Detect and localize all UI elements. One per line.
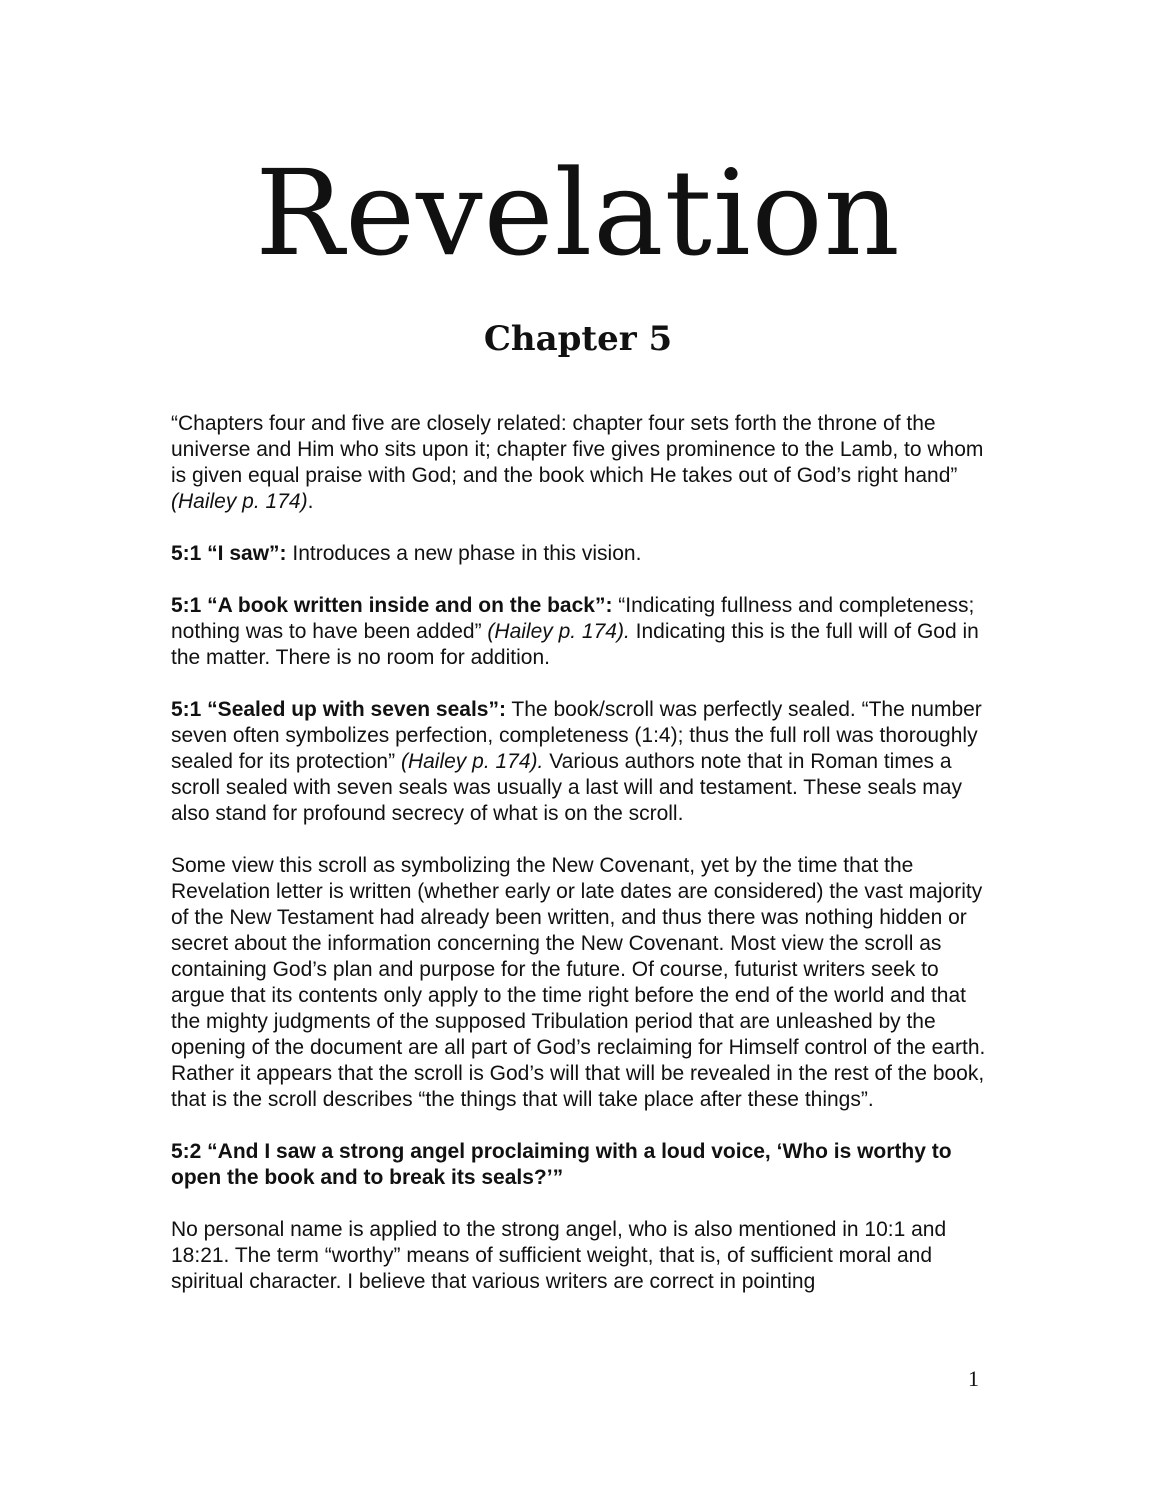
intro-paragraph bbox=[171, 411, 991, 515]
verse-note-5-1-i-saw bbox=[171, 541, 991, 567]
paragraph-end: . bbox=[307, 490, 314, 513]
paragraph-text: Some view this scroll as symbolizing the New Covenant, yet by the time that the Revelation letter is written (whether early or late dates are considered) the vast majority of the New Testament had already been written, and thus there was nothing hidden or secret about the information concerning the New Covenant. Most view the scroll as containing God’s plan and purpose for the future. Of course, futurist writers seek to argue that its contents only apply to the time right before the end of the world and that the mighty judgments of the supposed Tribulation period that are unleashed by the opening of the document are all part of God’s reclaiming for Himself control of the earth. Rather it appears that the scroll is God’s will that will be revealed in the rest of the book, that is the scroll describes “the things that will take place after these things”. bbox=[171, 854, 986, 1111]
citation: (Hailey p. 174). bbox=[487, 620, 630, 643]
verse-heading: 5:1 “Sealed up with seven seals”: bbox=[171, 698, 506, 721]
body-text bbox=[171, 411, 991, 1321]
chapter-subtitle: Chapter 5 bbox=[483, 319, 673, 359]
angel-paragraph bbox=[171, 1217, 991, 1295]
citation: (Hailey p. 174) bbox=[171, 490, 308, 513]
scroll-discussion-paragraph bbox=[171, 853, 991, 1113]
verse-note-5-1-book bbox=[171, 593, 991, 671]
paragraph-text: The book/scroll was perfectly sealed. “The number seven often symbolizes perfection, completeness (1:4); thus the full roll was thoroughly sealed for its protection” bbox=[171, 698, 982, 773]
verse-heading: 5:1 “I saw”: bbox=[171, 542, 287, 565]
paragraph-text: “Indicating fullness and completeness; nothing was to have been added” bbox=[171, 594, 975, 643]
verse-heading: 5:2 “And I saw a strong angel proclaiming with a loud voice, ‘Who is worthy to open the book and to break its seals?’” bbox=[171, 1140, 952, 1189]
paragraph-text: Various authors note that in Roman times a scroll sealed with seven seals was usually a last will and testament. These seals may also stand for profound secrecy of what is on the scroll. bbox=[171, 750, 962, 825]
paragraph-text: Indicating this is the full will of God in the matter. There is no room for addition. bbox=[171, 620, 979, 669]
paragraph-text: “Chapters four and five are closely related: chapter four sets forth the throne of the universe and Him who sits upon it; chapter five gives prominence to the Lamb, to whom is given equal praise with God; and the book which He takes out of God’s right hand” bbox=[171, 412, 984, 487]
citation: (Hailey p. 174). bbox=[400, 750, 544, 773]
verse-note-5-2 bbox=[171, 1139, 991, 1191]
paragraph-text: No personal name is applied to the strong angel, who is also mentioned in 10:1 and 18:21. The term “worthy” means of sufficient weight, that is, of sufficient moral and spiritual character. I believe that various writers are correct in pointing bbox=[171, 1218, 947, 1293]
page-title: Revelation bbox=[255, 144, 901, 282]
page-number: 1 bbox=[968, 1366, 979, 1391]
verse-note-5-1-seals bbox=[171, 697, 991, 827]
paragraph-text: Introduces a new phase in this vision. bbox=[286, 542, 642, 565]
verse-heading: 5:1 “A book written inside and on the back”: bbox=[171, 594, 613, 617]
